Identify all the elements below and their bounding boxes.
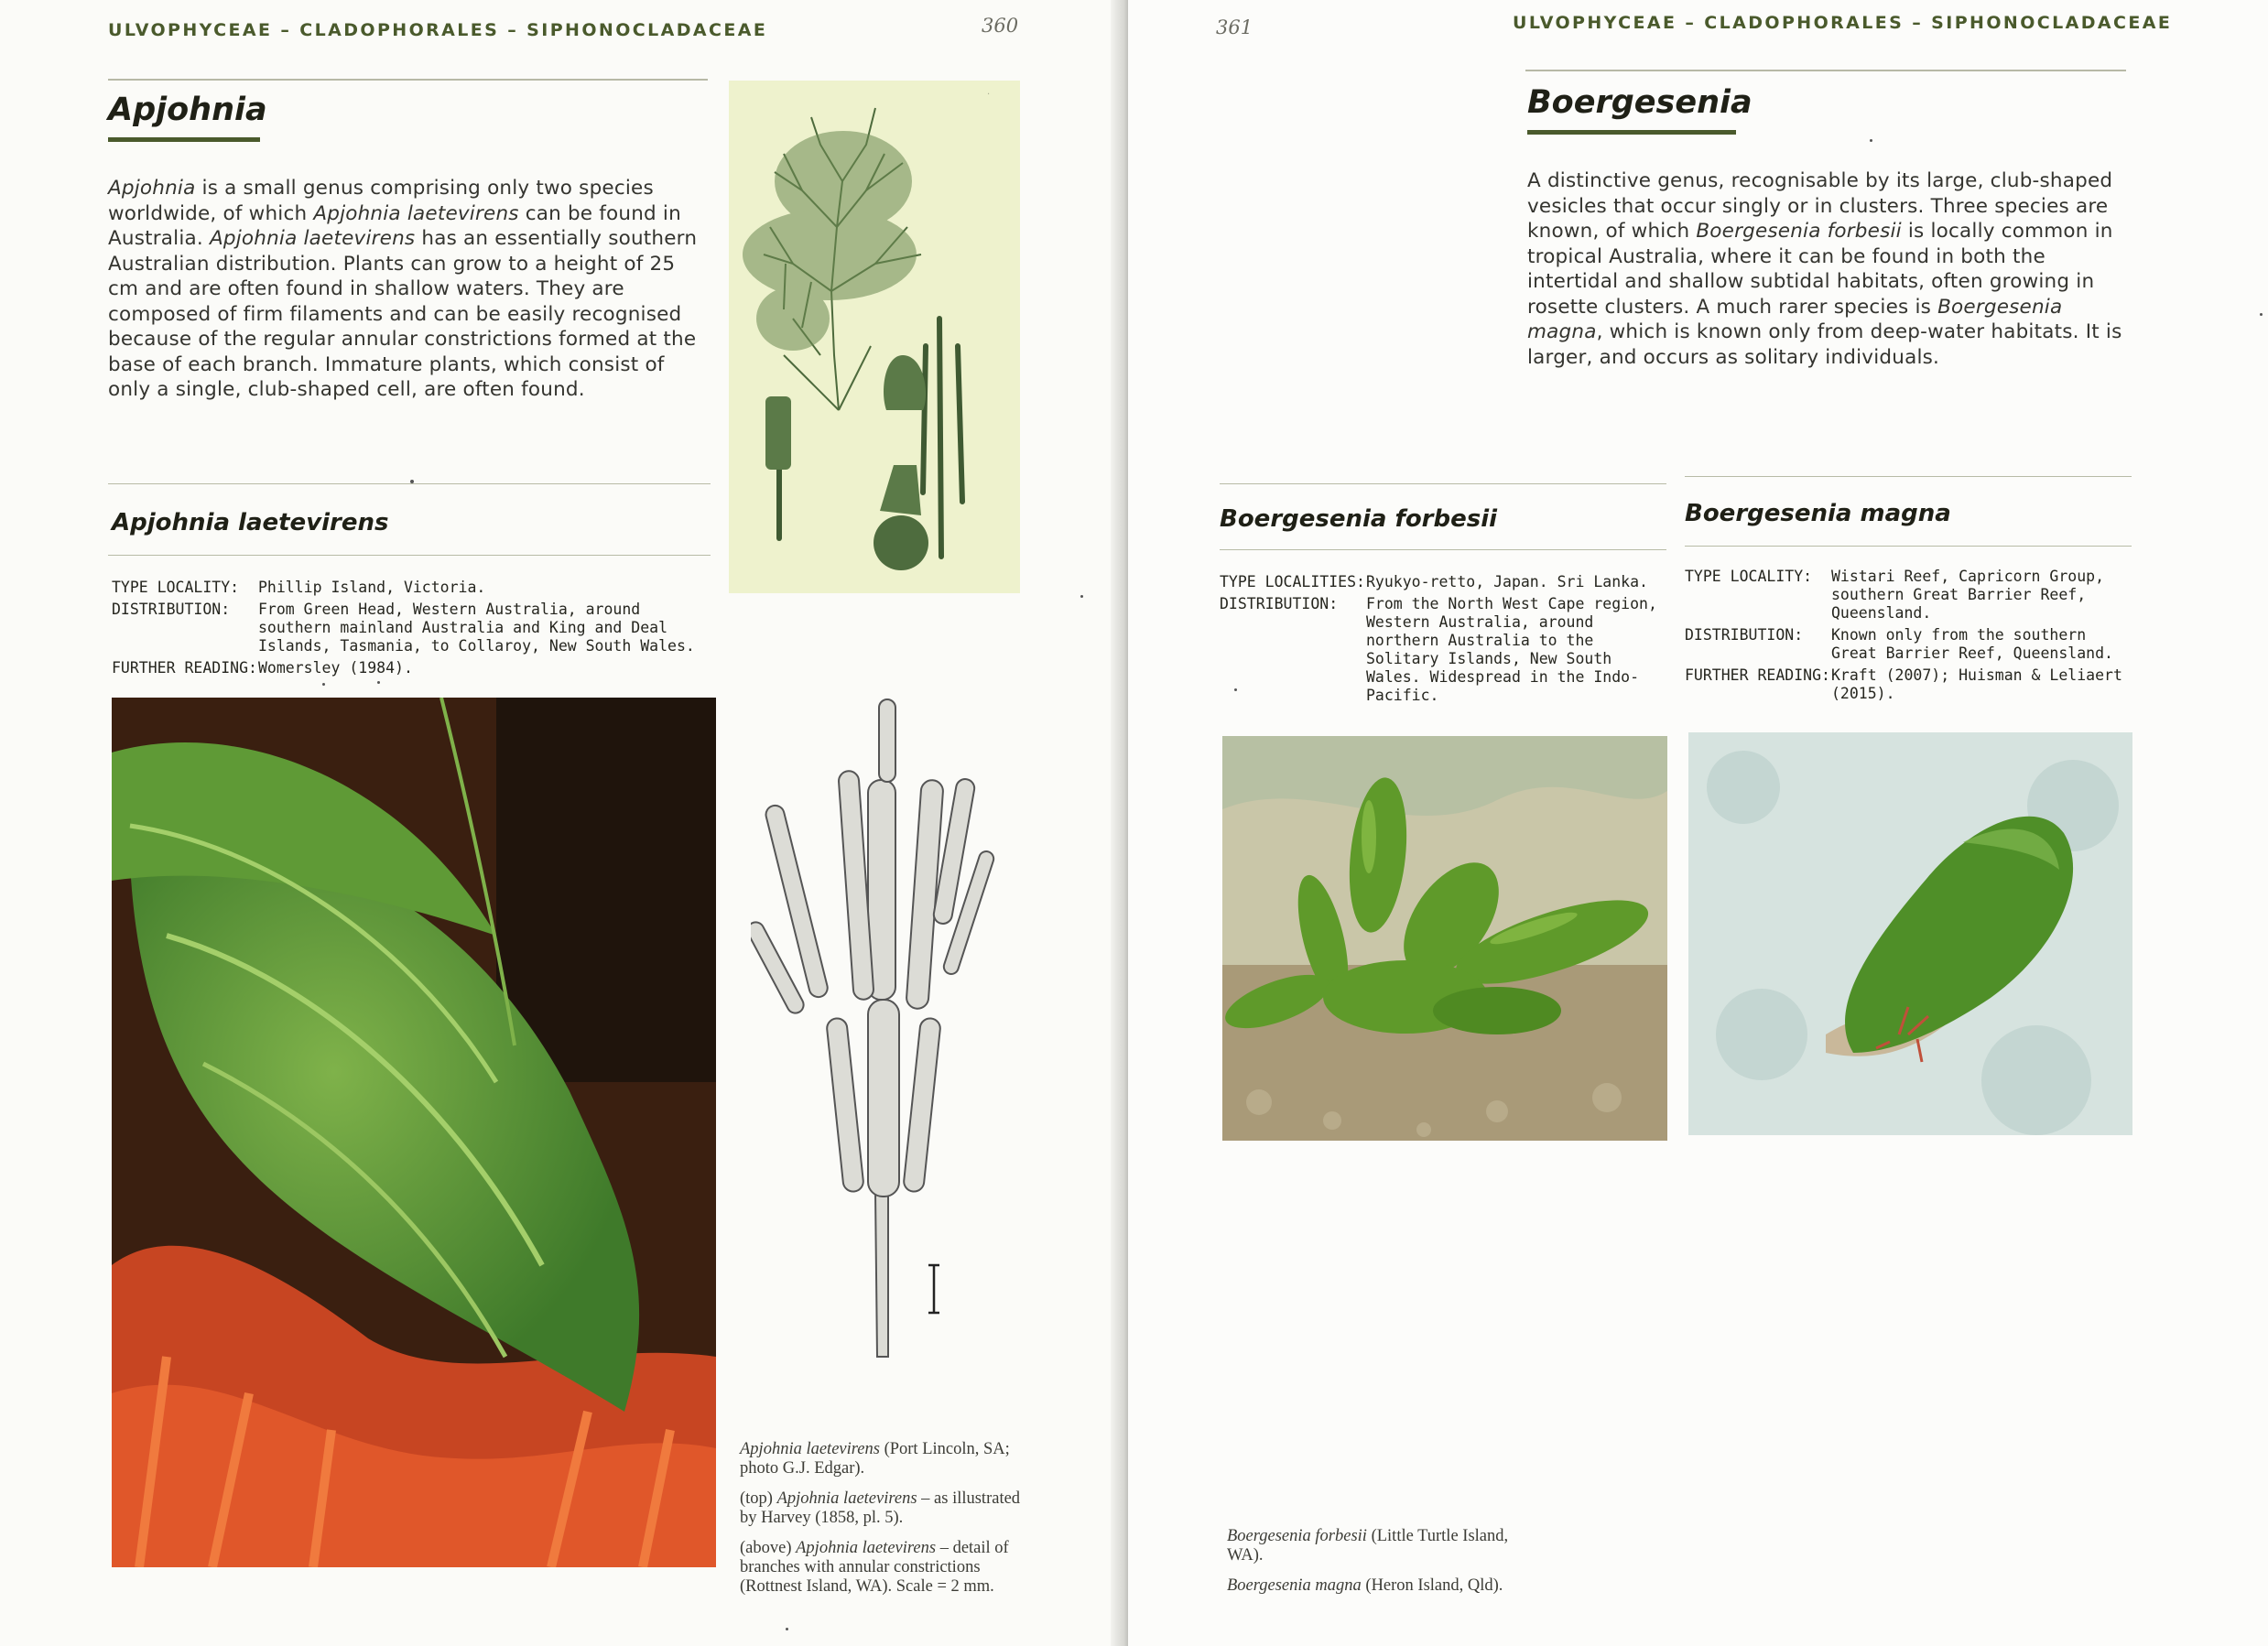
speck <box>377 681 380 684</box>
detail-value: Wistari Reef, Capricorn Group, southern Great Barrier Reef, Queensland. <box>1831 568 2105 622</box>
detail-row-further-reading <box>112 659 716 677</box>
title-underline <box>1527 130 1736 135</box>
caption-text: (above) <box>740 1539 797 1557</box>
intro-text: has an essentially southern Australian distribution. Plants can grow to a height of 25 cm and are often found in shallow waters. They are composed of firm filaments and can be easily recognised because of the regular annular constrictions formed at the base of each branch. Immature plants, which consist of only a single, club-shaped cell, are often found. <box>108 227 698 401</box>
detail-label: DISTRIBUTION: <box>112 601 231 618</box>
caption-text: – detail of branches with annular constrictions (Rottnest Island, WA). Scale = 2 mm. <box>740 1539 1009 1596</box>
photo-apjohnia-laetevirens <box>112 698 716 1567</box>
detail-value: From Green Head, Western Australia, around southern mainland Australia and King and Deal Islands, Tasmania, to Collaroy, New South Wales. <box>258 601 695 655</box>
page-number-left: 360 <box>982 15 1019 37</box>
intro-text: is locally common in tropical Australia, where it can be found in both the intertidal and shallow subtidal habitats, often growing in rosette clusters. A much rarer species is <box>1527 220 2113 319</box>
species-title-apjohnia-laetevirens: Apjohnia laetevirens <box>112 509 389 536</box>
species-details-apjohnia <box>112 579 716 681</box>
right-page <box>1128 0 2268 1646</box>
caption-italic: Apjohnia laetevirens <box>776 1489 917 1508</box>
detail-value: Kraft (2007); Huisman & Leliaert (2015). <box>1831 666 2122 702</box>
title-underline <box>108 137 260 142</box>
detail-row-type-localities <box>1220 573 1668 591</box>
species-details-boergesenia-forbesii <box>1220 573 1668 709</box>
detail-value: Phillip Island, Victoria. <box>258 579 486 596</box>
detail-label: DISTRIBUTION: <box>1685 626 1804 644</box>
divider <box>1685 546 2132 547</box>
intro-italic: Apjohnia <box>108 177 196 200</box>
svg-text:·: · <box>987 90 991 100</box>
caption-text: (Port Lincoln, SA; photo G.J. Edgar). <box>740 1440 1010 1478</box>
divider <box>108 483 711 484</box>
caption-italic: Apjohnia laetevirens <box>796 1539 937 1557</box>
caption-italic: Apjohnia laetevirens <box>740 1440 880 1458</box>
genus-title-apjohnia: Apjohnia <box>108 92 267 128</box>
caption-photo-boergesenia-magna <box>1227 1576 1520 1596</box>
page-number-right: 361 <box>1216 16 1253 38</box>
speck <box>1234 688 1237 691</box>
intro-text: A distinctive genus, recognisable by its large, club-shaped vesicles that occur singly or in clusters. Three species are known, of which <box>1527 169 2113 243</box>
detail-label: DISTRIBUTION: <box>1220 595 1339 612</box>
caption-block-left <box>740 1440 1029 1608</box>
detail-row-type-locality <box>1685 568 2132 623</box>
drawing-apjohnia-branches <box>751 698 1007 1366</box>
caption-plate-apjohnia <box>740 1489 1029 1528</box>
detail-label: TYPE LOCALITY: <box>112 579 240 596</box>
detail-value: From the North West Cape region, Western Australia, around northern Australia to the Solitary Islands, New South Wales. Widespread in the Indo-Pacific. <box>1366 595 1657 704</box>
caption-text: (Little Turtle Island, WA). <box>1227 1527 1509 1565</box>
caption-text: (top) <box>740 1489 777 1508</box>
caption-photo-apjohnia <box>740 1440 1029 1478</box>
detail-row-further-reading <box>1685 666 2132 703</box>
intro-italic: Boergesenia magna <box>1527 295 2063 343</box>
speck <box>2260 313 2263 316</box>
detail-value: Known only from the southern Great Barrier Reef, Queensland. <box>1831 626 2113 662</box>
caption-detail-apjohnia <box>740 1539 1029 1597</box>
speck <box>410 480 414 483</box>
speck <box>1080 595 1083 598</box>
caption-photo-boergesenia-forbesii <box>1227 1527 1520 1565</box>
running-head-left: ULVOPHYCEAE – CLADOPHORALES – SIPHONOCLADACEAE <box>108 20 768 40</box>
divider <box>108 555 711 556</box>
speck <box>1870 139 1872 142</box>
intro-text: , which is known only from deep-water habitats. It is larger, and occurs as solitary individuals. <box>1527 320 2122 369</box>
intro-italic: Boergesenia forbesii <box>1696 220 1902 243</box>
divider <box>1220 549 1666 550</box>
harvey-plate-illustration <box>729 81 1020 593</box>
divider <box>1685 476 2132 477</box>
left-page <box>0 0 1122 1646</box>
caption-text: (Heron Island, Qld). <box>1361 1576 1503 1595</box>
divider <box>1220 483 1666 484</box>
genus-intro-boergesenia <box>1527 168 2132 370</box>
intro-italic: Apjohnia laetevirens <box>209 227 416 250</box>
detail-row-distribution <box>1685 626 2132 663</box>
speck <box>322 683 325 686</box>
divider <box>1525 70 2126 71</box>
detail-row-type-locality <box>112 579 716 597</box>
photo-boergesenia-forbesii <box>1222 736 1667 1141</box>
running-head-right: ULVOPHYCEAE – CLADOPHORALES – SIPHONOCLADACEAE <box>1513 13 2173 33</box>
species-details-boergesenia-magna <box>1685 568 2132 707</box>
detail-value: Womersley (1984). <box>258 659 413 677</box>
detail-row-distribution <box>112 601 716 655</box>
genus-title-boergesenia: Boergesenia <box>1527 84 1753 121</box>
detail-label: FURTHER READING: <box>1685 666 1830 684</box>
genus-intro-apjohnia <box>108 176 703 403</box>
caption-block-right <box>1227 1527 1520 1607</box>
intro-text: is a small genus comprising only two species worldwide, of which <box>108 177 654 225</box>
species-title-boergesenia-forbesii: Boergesenia forbesii <box>1220 505 1498 533</box>
intro-text: can be found in Australia. <box>108 201 681 250</box>
intro-italic: Apjohnia laetevirens <box>313 201 519 225</box>
detail-row-distribution <box>1220 595 1668 705</box>
speck <box>786 1628 788 1630</box>
caption-italic: Boergesenia magna <box>1227 1576 1362 1595</box>
caption-italic: Boergesenia forbesii <box>1227 1527 1367 1545</box>
divider <box>108 79 708 81</box>
detail-value: Ryukyo-retto, Japan. Sri Lanka. <box>1366 573 1648 590</box>
detail-label: TYPE LOCALITY: <box>1685 568 1813 585</box>
detail-label: FURTHER READING: <box>112 659 257 677</box>
caption-text: – as illustrated by Harvey (1858, pl. 5). <box>740 1489 1021 1527</box>
photo-boergesenia-magna <box>1688 732 2132 1135</box>
species-title-boergesenia-magna: Boergesenia magna <box>1685 500 1951 527</box>
detail-label: TYPE LOCALITIES: <box>1220 573 1365 590</box>
